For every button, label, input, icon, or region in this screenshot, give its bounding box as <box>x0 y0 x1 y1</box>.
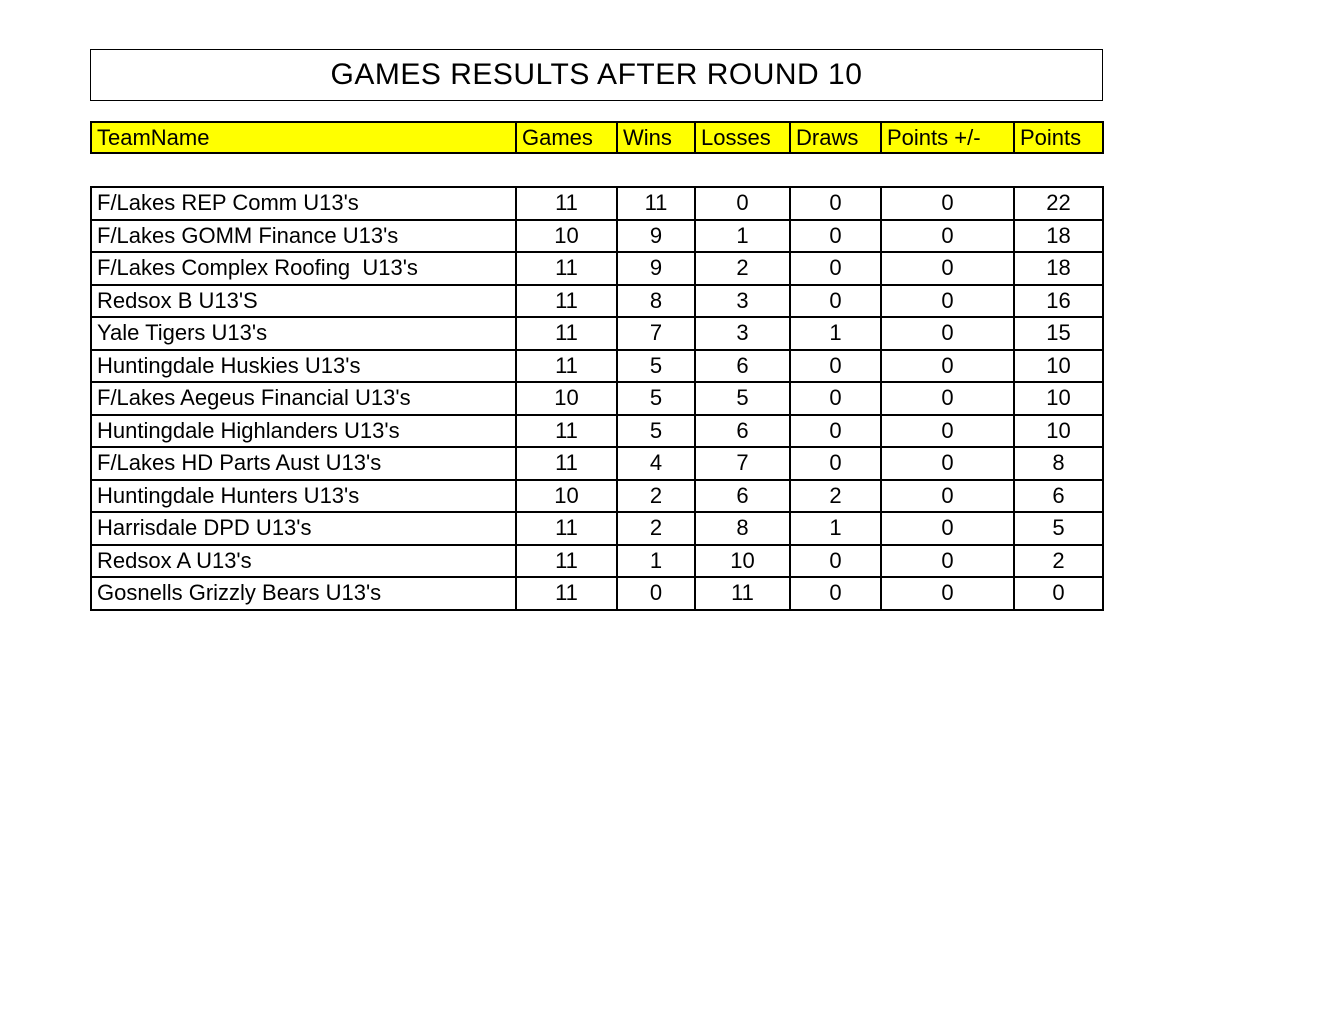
wins-cell: 5 <box>617 350 695 383</box>
league-table-body <box>91 187 1103 610</box>
table-row <box>91 545 1103 578</box>
col-header-wins: Wins <box>617 122 695 153</box>
wins-cell: 9 <box>617 220 695 253</box>
table-row <box>91 285 1103 318</box>
points-plus-minus-cell: 0 <box>881 577 1014 610</box>
team-name-cell: Huntingdale Huskies U13's <box>91 350 516 383</box>
col-header-points-plus-minus: Points +/- <box>881 122 1014 153</box>
table-row <box>91 577 1103 610</box>
games-cell: 11 <box>516 447 617 480</box>
draws-cell: 0 <box>790 447 881 480</box>
losses-cell: 8 <box>695 512 790 545</box>
draws-cell: 0 <box>790 187 881 220</box>
games-cell: 10 <box>516 220 617 253</box>
points-cell: 10 <box>1014 415 1103 448</box>
points-plus-minus-cell: 0 <box>881 512 1014 545</box>
games-cell: 11 <box>516 415 617 448</box>
page-title: GAMES RESULTS AFTER ROUND 10 <box>330 58 863 91</box>
losses-cell: 7 <box>695 447 790 480</box>
games-cell: 11 <box>516 317 617 350</box>
losses-cell: 1 <box>695 220 790 253</box>
losses-cell: 3 <box>695 317 790 350</box>
games-cell: 11 <box>516 252 617 285</box>
table-row <box>91 512 1103 545</box>
col-header-games: Games <box>516 122 617 153</box>
draws-cell: 0 <box>790 415 881 448</box>
table-row <box>91 317 1103 350</box>
points-cell: 8 <box>1014 447 1103 480</box>
table-row <box>91 415 1103 448</box>
wins-cell: 5 <box>617 382 695 415</box>
table-row <box>91 447 1103 480</box>
team-name-cell: F/Lakes REP Comm U13's <box>91 187 516 220</box>
points-cell: 10 <box>1014 350 1103 383</box>
team-name-cell: F/Lakes GOMM Finance U13's <box>91 220 516 253</box>
points-plus-minus-cell: 0 <box>881 545 1014 578</box>
games-cell: 11 <box>516 577 617 610</box>
team-name-cell: F/Lakes HD Parts Aust U13's <box>91 447 516 480</box>
wins-cell: 11 <box>617 187 695 220</box>
points-plus-minus-cell: 0 <box>881 350 1014 383</box>
wins-cell: 2 <box>617 512 695 545</box>
draws-cell: 0 <box>790 220 881 253</box>
table-row <box>91 220 1103 253</box>
games-cell: 11 <box>516 350 617 383</box>
points-plus-minus-cell: 0 <box>881 382 1014 415</box>
team-name-cell: F/Lakes Complex Roofing U13's <box>91 252 516 285</box>
points-cell: 16 <box>1014 285 1103 318</box>
draws-cell: 0 <box>790 577 881 610</box>
points-cell: 10 <box>1014 382 1103 415</box>
wins-cell: 1 <box>617 545 695 578</box>
games-cell: 11 <box>516 512 617 545</box>
team-name-cell: Gosnells Grizzly Bears U13's <box>91 577 516 610</box>
wins-cell: 0 <box>617 577 695 610</box>
draws-cell: 1 <box>790 317 881 350</box>
draws-cell: 1 <box>790 512 881 545</box>
table-row <box>91 350 1103 383</box>
losses-cell: 6 <box>695 480 790 513</box>
points-plus-minus-cell: 0 <box>881 285 1014 318</box>
col-header-teamname: TeamName <box>91 122 516 153</box>
losses-cell: 0 <box>695 187 790 220</box>
losses-cell: 6 <box>695 350 790 383</box>
points-cell: 5 <box>1014 512 1103 545</box>
points-plus-minus-cell: 0 <box>881 480 1014 513</box>
header-row <box>91 122 1103 153</box>
draws-cell: 0 <box>790 545 881 578</box>
table-row <box>91 187 1103 220</box>
games-cell: 11 <box>516 545 617 578</box>
draws-cell: 2 <box>790 480 881 513</box>
draws-cell: 0 <box>790 252 881 285</box>
wins-cell: 8 <box>617 285 695 318</box>
table-row <box>91 480 1103 513</box>
games-cell: 11 <box>516 187 617 220</box>
points-plus-minus-cell: 0 <box>881 252 1014 285</box>
games-cell: 10 <box>516 480 617 513</box>
points-cell: 18 <box>1014 220 1103 253</box>
points-plus-minus-cell: 0 <box>881 317 1014 350</box>
league-table-header <box>90 121 1104 154</box>
draws-cell: 0 <box>790 382 881 415</box>
wins-cell: 2 <box>617 480 695 513</box>
team-name-cell: Harrisdale DPD U13's <box>91 512 516 545</box>
team-name-cell: F/Lakes Aegeus Financial U13's <box>91 382 516 415</box>
points-cell: 0 <box>1014 577 1103 610</box>
losses-cell: 5 <box>695 382 790 415</box>
points-plus-minus-cell: 0 <box>881 220 1014 253</box>
points-plus-minus-cell: 0 <box>881 415 1014 448</box>
points-cell: 18 <box>1014 252 1103 285</box>
table-row <box>91 382 1103 415</box>
team-name-cell: Redsox A U13's <box>91 545 516 578</box>
points-cell: 6 <box>1014 480 1103 513</box>
losses-cell: 2 <box>695 252 790 285</box>
points-plus-minus-cell: 0 <box>881 447 1014 480</box>
col-header-draws: Draws <box>790 122 881 153</box>
draws-cell: 0 <box>790 285 881 318</box>
draws-cell: 0 <box>790 350 881 383</box>
losses-cell: 10 <box>695 545 790 578</box>
points-plus-minus-cell: 0 <box>881 187 1014 220</box>
losses-cell: 11 <box>695 577 790 610</box>
games-cell: 10 <box>516 382 617 415</box>
losses-cell: 3 <box>695 285 790 318</box>
games-cell: 11 <box>516 285 617 318</box>
losses-cell: 6 <box>695 415 790 448</box>
points-cell: 15 <box>1014 317 1103 350</box>
title-box <box>90 49 1103 101</box>
table-row <box>91 252 1103 285</box>
team-name-cell: Yale Tigers U13's <box>91 317 516 350</box>
league-table <box>90 186 1104 611</box>
points-cell: 2 <box>1014 545 1103 578</box>
wins-cell: 5 <box>617 415 695 448</box>
wins-cell: 9 <box>617 252 695 285</box>
points-cell: 22 <box>1014 187 1103 220</box>
col-header-losses: Losses <box>695 122 790 153</box>
col-header-points: Points <box>1014 122 1103 153</box>
wins-cell: 7 <box>617 317 695 350</box>
team-name-cell: Huntingdale Hunters U13's <box>91 480 516 513</box>
wins-cell: 4 <box>617 447 695 480</box>
team-name-cell: Redsox B U13'S <box>91 285 516 318</box>
team-name-cell: Huntingdale Highlanders U13's <box>91 415 516 448</box>
